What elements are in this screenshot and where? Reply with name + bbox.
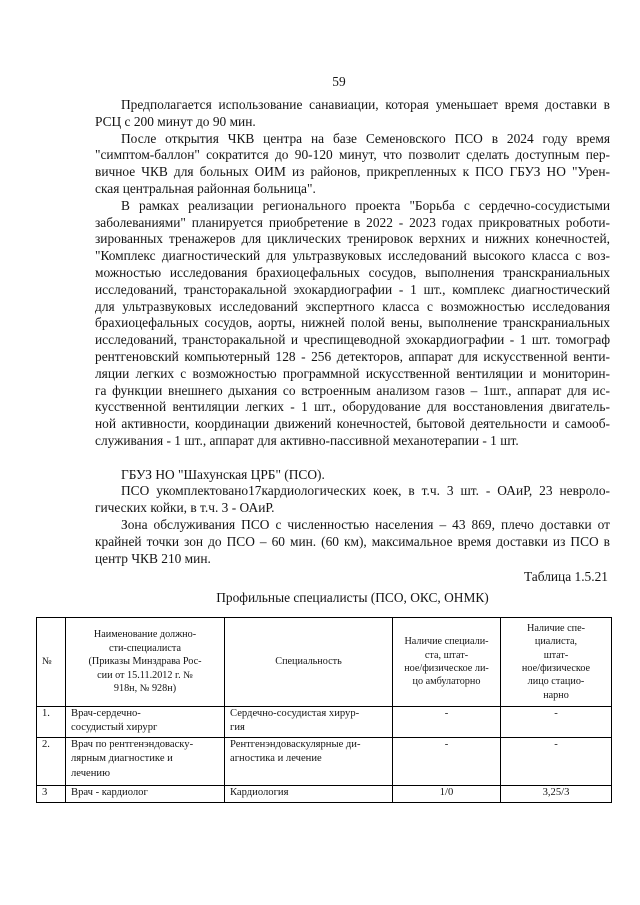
cell-line: (Приказы Минздрава Рос- <box>88 656 202 668</box>
table-cell-position <box>66 786 225 803</box>
cell-line: - <box>554 739 558 750</box>
table-row <box>37 707 612 738</box>
cell-line: Специальность <box>275 656 342 668</box>
header-cell-number <box>37 618 66 707</box>
paragraph-hospital-name <box>95 467 610 484</box>
cell-line: 3,25/3 <box>542 787 570 798</box>
table-cell-outpatient <box>393 707 501 738</box>
text-line: ляции легких с возможностью программной искусственной вентиляции и мониторин- <box>95 365 610 381</box>
cell-line: агностика и лечение <box>230 753 322 765</box>
cell-line: Наличие спе- <box>526 622 586 634</box>
text-line: зированных тренажеров для циклических тренировок верхних и нижних конечностей, <box>95 231 610 247</box>
header-cell-specialty <box>225 618 393 707</box>
cell-line: Врач-сердечно- <box>71 708 141 719</box>
cell-line: Сердечно-сосудистая хирур- <box>230 708 360 719</box>
text-line: служивания - 1 шт., аппарат для активно-пассивной механотерапии - 1 шт. <box>95 432 519 448</box>
table-header-row <box>37 618 612 707</box>
text-line: После открытия ЧКВ центра на базе Семеновского ПСО в 2024 году время <box>121 130 610 146</box>
text-line: для ультразвуковых исследований экспертного класса с возможностью исследования <box>95 298 610 314</box>
text-line: исследований, трансторакальной и чреспищеводной эхокардиографии - 1 шт. томограф <box>95 332 610 348</box>
cell-line: нарно <box>543 689 569 701</box>
cell-line: сосудистый хирург <box>71 722 158 734</box>
cell-line: № <box>42 656 52 668</box>
text-line: В рамках реализации регионального проекта "Борьба с сердечно-сосудистыми <box>121 197 610 213</box>
cell-line: ное/физическое ли- <box>404 663 489 674</box>
text-line: гических койки, в т.ч. 3 - ОАиР. <box>95 500 275 516</box>
table-cell-specialty <box>225 738 393 786</box>
cell-line: Наличие специали- <box>404 636 489 648</box>
text-line: га функции внешнего дыхания со встроенным анализом газов – 1шт., аппарат для ис- <box>95 382 610 398</box>
cell-line: Врач по рентгенэндоваску- <box>71 739 194 750</box>
table-row <box>37 786 612 803</box>
document-body <box>95 97 610 567</box>
table-cell-inpatient <box>501 738 612 786</box>
cell-line: - <box>554 708 558 719</box>
table-cell-position <box>66 707 225 738</box>
text-line: крайней точки зон до ПСО – 60 мин. (60 км), максимальное время доставки из ПСО в <box>95 533 610 549</box>
table-cell-number <box>37 707 66 738</box>
text-line: РСЦ с 200 минут до 90 мин. <box>95 113 256 129</box>
cell-line: лярным диагностике и <box>71 753 173 765</box>
table-cell-outpatient <box>393 738 501 786</box>
text-line: ская центральная районная больница". <box>95 180 316 196</box>
text-line: можностью исследования брахиоцефальных сосудов, выполнения транскраниальных <box>95 264 610 280</box>
text-line: рентгеновский компьютерный 128 - 256 детекторов, аппарат для искусственной венти- <box>95 348 610 364</box>
cell-line: Врач - кардиолог <box>71 787 148 798</box>
table-cell-inpatient <box>501 786 612 803</box>
text-line: брахиоцефальных сосудов, аорты, нижней полой вены, выполнение транскраниальных <box>95 315 610 331</box>
header-cell-outpatient <box>393 618 501 707</box>
text-line: Предполагается использование санавиации, которая уменьшает время доставки в <box>121 97 610 112</box>
cell-line: Кардиология <box>230 787 289 798</box>
header-cell-position <box>66 618 225 707</box>
text-line: ПСО укомплектовано17кардиологических коек, в т.ч. 3 шт. - ОАиР, 23 невроло- <box>121 483 610 499</box>
page-number: 59 <box>332 74 346 89</box>
table-cell-outpatient <box>393 786 501 803</box>
cell-line: циалиста, <box>534 636 578 648</box>
table-label: Таблица 1.5.21 <box>523 569 608 584</box>
text-line: "симптом-баллон" сократится до 90-120 минут, что позволит сделать доступным пер- <box>95 147 610 163</box>
table-title: Профильные специалисты (ПСО, ОКС, ОНМК) <box>216 589 489 605</box>
cell-line: цо амбулаторно <box>412 676 481 688</box>
cell-line: лечению <box>71 767 111 779</box>
paragraph-pci-center <box>95 131 610 198</box>
text-line: "Комплекс диагностический для ультразвуковых исследований высокого класса с воз- <box>95 248 610 264</box>
text-line: исследований, трансторакальной эхокардиографии - 1 шт., комплекс диагностический <box>95 281 610 297</box>
text-line: ГБУЗ НО "Шахунская ЦРБ" (ПСО). <box>121 466 325 482</box>
table-cell-specialty <box>225 707 393 738</box>
paragraph-service-zone <box>95 517 610 567</box>
cell-line: штат- <box>543 649 569 661</box>
paragraph-sanaviation <box>95 97 610 131</box>
cell-line: 1. <box>42 708 50 719</box>
cell-line: ста, штат- <box>424 649 469 661</box>
cell-line: 918н, № 928н) <box>113 683 177 695</box>
cell-line: 2. <box>42 739 50 750</box>
cell-line: ное/физическое <box>521 663 591 674</box>
cell-line: лицо стацио- <box>527 676 585 688</box>
text-line: центр ЧКВ 210 мин. <box>95 550 211 566</box>
cell-line: 1/0 <box>439 787 454 798</box>
text-line: Зона обслуживания ПСО с численностью населения – 43 869, плечо доставки от <box>121 516 610 532</box>
cell-line: гия <box>230 722 245 734</box>
blank-line <box>95 450 610 467</box>
text-line: ной активности, координации движений конечностей, бытовой деятельности и самооб- <box>95 416 610 432</box>
text-line: кусственной вентиляции легких - 1 шт., оборудование для восстановления двигатель- <box>95 399 610 415</box>
specialists-table <box>36 617 612 803</box>
cell-line: - <box>444 708 449 719</box>
table-cell-number <box>37 738 66 786</box>
text-line: заболеваниями" планируется приобретение в 2022 - 2023 годах прикроватных роботи- <box>95 214 610 230</box>
cell-line: - <box>444 739 449 750</box>
cell-line: сти-специалиста <box>109 642 181 654</box>
table-cell-specialty <box>225 786 393 803</box>
table-cell-position <box>66 738 225 786</box>
cell-line: Рентгенэндоваскулярные ди- <box>230 739 361 750</box>
cell-line: Наименование должно- <box>93 629 197 641</box>
paragraph-regional-project <box>95 198 610 450</box>
table-cell-inpatient <box>501 707 612 738</box>
cell-line: сии от 15.11.2012 г. № <box>97 669 193 681</box>
cell-line: 3 <box>42 787 48 798</box>
table-cell-number <box>37 786 66 803</box>
text-line: вичное ЧКВ для больных ОИМ из районов, прикрепленных к ПСО ГБУЗ НО "Урен- <box>95 164 610 180</box>
paragraph-bed-capacity <box>95 483 610 517</box>
header-cell-inpatient <box>501 618 612 707</box>
table-row <box>37 738 612 786</box>
